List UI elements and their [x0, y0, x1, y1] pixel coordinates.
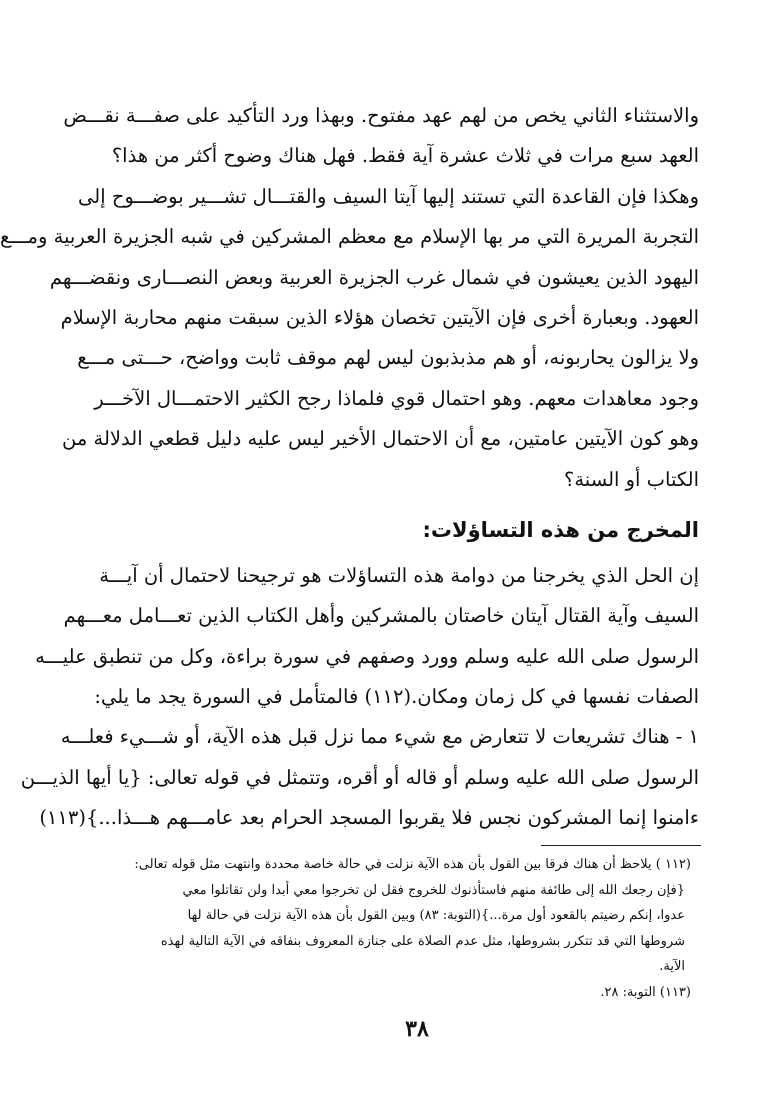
footnotes — [133, 852, 691, 1005]
footnote-line: عدوا، إنكم رضيتم بالقعود أول مرة...}(التوبة: ٨٣) وبين القول بأن هذه الآية نزلت في حالة لها — [187, 908, 685, 923]
footnote-line: (١١٣) التوبة: ٢٨. — [600, 984, 691, 1000]
text-line: ١ - هناك تشريعات لا تتعارض مع شيء مما نزل قبل هذه الآية، أو شـــيء فعلـــه — [60, 725, 699, 749]
text-line: التجربة المريرة التي مر بها الإسلام مع معظم المشركين في شبه الجزيرة العربية ومـــع — [0, 225, 699, 249]
text-line: الرسول صلى الله عليه وسلم أو قاله أو أقره، وتتمثل في قوله تعالى: {يا أيها الذيـــن — [20, 765, 699, 789]
text-line: الرسول صلى الله عليه وسلم وورد وصفهم في سورة براءة، وكل من تنطبق عليـــه — [35, 644, 699, 668]
text-line: وهو كون الآيتين عامتين، مع أن الاحتمال الأخير ليس عليه دليل قطعي الدلالة من — [62, 427, 699, 451]
page-number: ٣٨ — [405, 1016, 429, 1042]
text-line: والاستثناء الثاني يخص من لهم عهد مفتوح. وبهذا ورد التأكيد على صفـــة نقـــض — [63, 104, 699, 127]
text-line: اليهود الذين يعيشون في شمال غرب الجزيرة العربية وبعض النصـــارى ونقضـــهم — [49, 265, 699, 289]
text-line: وهكذا فإن القاعدة التي تستند إليها آيتا السيف والقتـــال تشـــير بوضـــوح إلى — [78, 184, 699, 208]
footnote-line: (١١٢ ) يلاحظ أن هناك فرقا بين القول بأن هذه الآية نزلت في حالة خاصة محددة وانتهت مثل قوله تعالى: — [134, 857, 691, 872]
footnote-divider — [541, 845, 701, 846]
text-line: وجود معاهدات معهم. وهو احتمال قوي فلماذا رجح الكثير الاحتمـــال الآخـــر — [94, 386, 699, 410]
text-line: ءامنوا إنما المشركون نجس فلا يقربوا المسجد الحرام بعد عامـــهم هـــذا...}(١١٣) — [39, 806, 699, 830]
text-line: العهد سبع مرات في ثلاث عشرة آية فقط. فهل هناك وضوح أكثر من هذا؟ — [111, 144, 699, 168]
footnote-line: الآية. — [659, 959, 685, 974]
text-line: إن الحل الذي يخرجنا من دوامة هذه التساؤلات هو ترجيحنا لاحتمال أن آيـــة — [99, 563, 699, 587]
text-line: ولا يزالون يحاربونه، أو هم مذبذبون ليس لهم موقف ثابت وواضح، حـــتى مـــع — [77, 346, 699, 370]
main-text — [0, 96, 699, 839]
footnote-line: شروطها التي قد تتكرر بشروطها، مثل عدم الصلاة على جنازة المعروف بنفاقه في الآية التالية لهذه — [160, 933, 685, 949]
text-line: العهود. وبعبارة أخرى فإن الآيتين تخصان هؤلاء الذين سبقت منهم محاربة الإسلام — [60, 305, 699, 329]
text-line: السيف وآية القتال آيتان خاصتان بالمشركين وأهل الكتاب الذين تعـــامل معـــهم — [63, 604, 699, 628]
text-line: الصفات نفسها في كل زمان ومكان.(١١٢) فالمتأمل في السورة يجد ما يلي: — [94, 685, 699, 709]
section-heading: المخرج من هذه التساؤلات: — [422, 517, 699, 542]
text-line: الكتاب أو السنة؟ — [564, 467, 699, 491]
footnote-line: {فإن رجعك الله إلى طائفة منهم فاستأذنوك للخروج فقل لن تخرجوا معي أبدا ولن تقاتلوا معي — [182, 882, 685, 898]
